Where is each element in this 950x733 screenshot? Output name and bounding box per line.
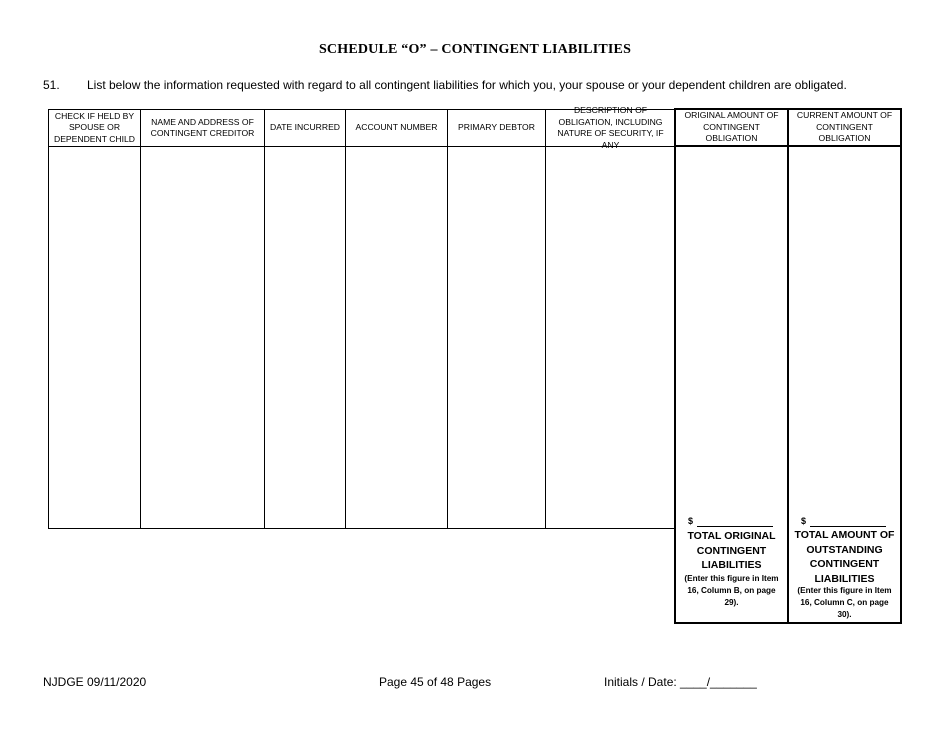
- column-header-primary-debtor: PRIMARY DEBTOR: [447, 109, 546, 147]
- column-header-account-number: ACCOUNT NUMBER: [345, 109, 448, 147]
- column-header-description: DESCRIPTION OF OBLIGATION, INCLUDING NATURE OF SECURITY, IF ANY: [545, 109, 676, 147]
- total-current-note: (Enter this figure in Item 16, Column C, on page 30).: [797, 586, 892, 619]
- total-current-label: TOTAL AMOUNT OF OUTSTANDING CONTINGENT LIABILITIES: [794, 529, 895, 585]
- footer-initials-date[interactable]: Initials / Date: ____/_______: [604, 675, 757, 689]
- column-header-current-amount: CURRENT AMOUNT OF CONTINGENT OBLIGATION: [787, 108, 902, 147]
- column-header-original-amount: ORIGINAL AMOUNT OF CONTINGENT OBLIGATION: [674, 108, 789, 147]
- total-original-blank[interactable]: [697, 526, 773, 527]
- column-header-creditor: NAME AND ADDRESS OF CONTINGENT CREDITOR: [140, 109, 265, 147]
- entry-cell-check-held[interactable]: [48, 146, 141, 529]
- total-current-blank[interactable]: [810, 526, 886, 527]
- total-original-dollar: $: [688, 516, 694, 526]
- entry-cell-date-incurred[interactable]: [264, 146, 346, 529]
- total-current-dollar: $: [801, 516, 807, 526]
- entry-cell-creditor[interactable]: [140, 146, 265, 529]
- total-original-note: (Enter this figure in Item 16, Column B, on page 29).: [684, 574, 779, 607]
- entry-cell-primary-debtor[interactable]: [447, 146, 546, 529]
- question-number: 51.: [43, 78, 60, 92]
- column-header-date-incurred: DATE INCURRED: [264, 109, 346, 147]
- schedule-title: SCHEDULE “O” – CONTINGENT LIABILITIES: [318, 42, 632, 57]
- question-text: List below the information requested with regard to all contingent liabilities for which you, your spouse or your dependent children are obligated.: [87, 78, 847, 92]
- footer-form-id: NJDGE 09/11/2020: [43, 675, 147, 689]
- total-original-label: TOTAL ORIGINAL CONTINGENT LIABILITIES: [687, 530, 776, 571]
- entry-cell-description[interactable]: [545, 146, 676, 529]
- entry-cell-account-number[interactable]: [345, 146, 448, 529]
- entry-cell-current-amount[interactable]: [787, 146, 902, 529]
- column-header-check-held: CHECK IF HELD BY SPOUSE OR DEPENDENT CHILD: [48, 109, 141, 147]
- footer-page-number: Page 45 of 48 Pages: [379, 675, 492, 689]
- entry-cell-original-amount[interactable]: [674, 146, 789, 529]
